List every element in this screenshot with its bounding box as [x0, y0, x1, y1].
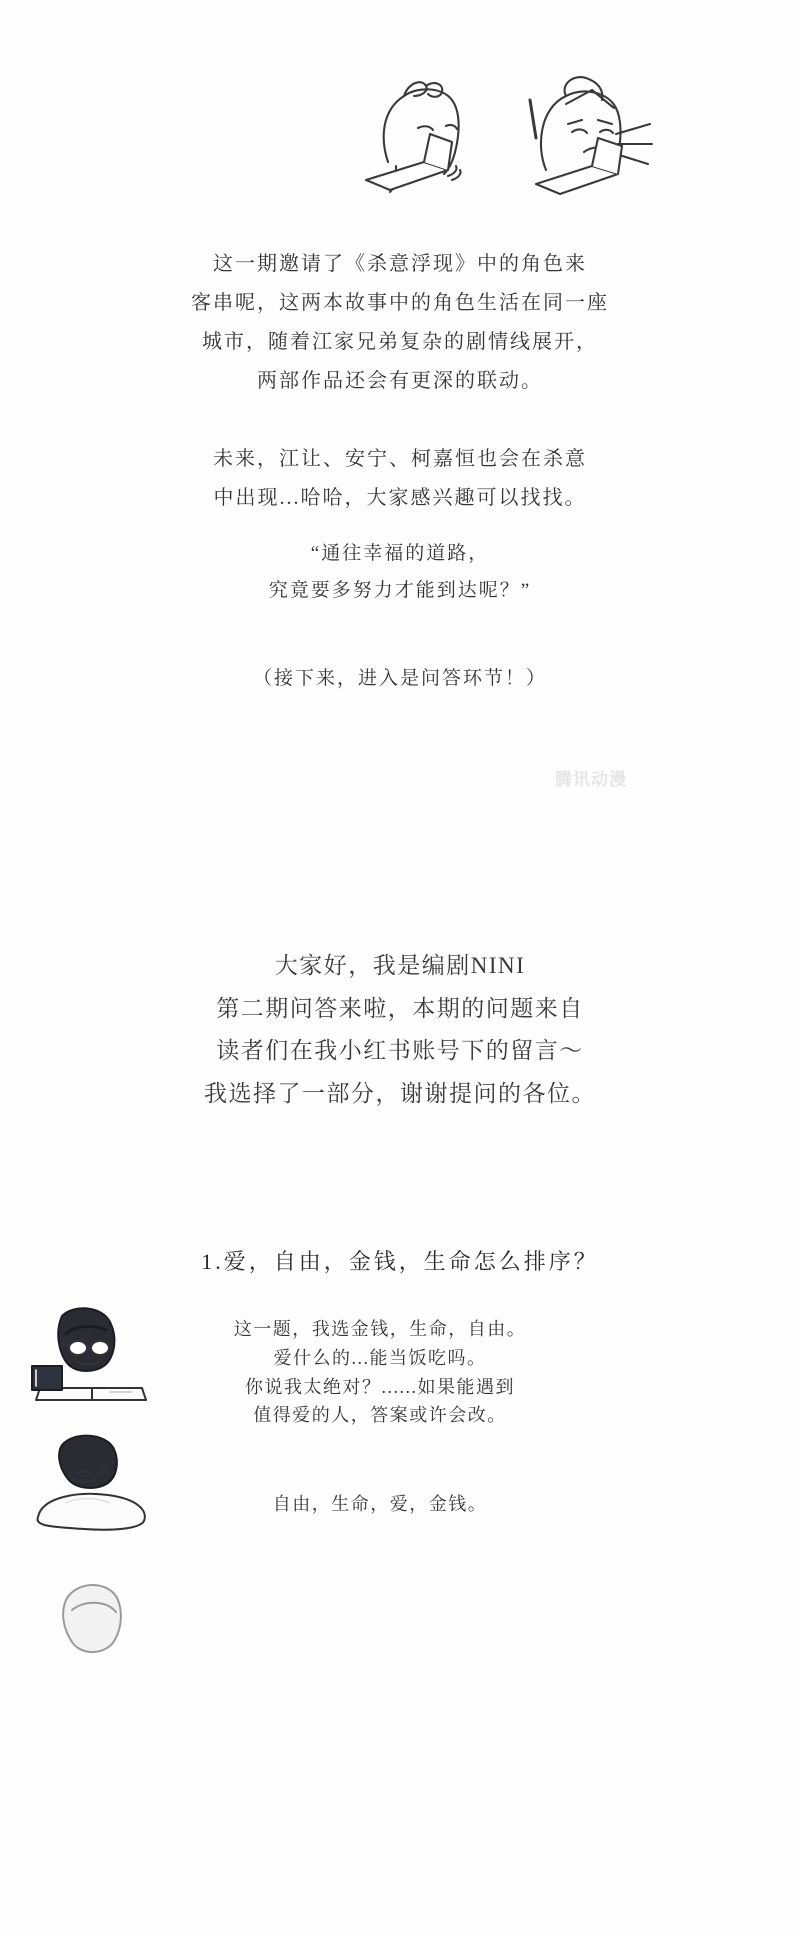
intro-line-2: 客串呢，这两本故事中的角色生活在同一座	[191, 292, 609, 314]
third-character-partial-icon	[22, 1560, 162, 1670]
watermark: 腾讯动漫	[555, 770, 627, 789]
boy-sleeping-pillow-icon	[22, 1425, 162, 1535]
intro-paragraph	[60, 245, 740, 401]
greeting-line-2: 第二期问答来啦，本期的问题来自	[216, 995, 584, 1021]
quote-line-2: 究竟要多努力才能到达呢？”	[268, 580, 532, 602]
greeting-paragraph	[55, 945, 745, 1115]
question-1-answer-2	[165, 1490, 595, 1519]
future-line-1: 未来，江让、安宁、柯嘉恒也会在杀意	[213, 448, 587, 470]
future-line-2: 中出现...哈哈，大家感兴趣可以找找。	[213, 487, 587, 509]
answer-1-line-1: 这一题，我选金钱，生命，自由。	[233, 1319, 527, 1339]
answer-1-line-4: 值得爱的人，答案或许会改。	[253, 1405, 507, 1426]
answer-2-line-1: 自由，生命，爱，金钱。	[272, 1494, 488, 1514]
answer-1-line-3: 你说我太绝对？......如果能遇到	[245, 1376, 515, 1397]
two-characters-with-laptops-illustration	[360, 70, 700, 200]
quote-paragraph	[60, 535, 740, 609]
next-note-text: （接下来，进入是问答环节！）	[252, 668, 547, 689]
greeting-line-4: 我选择了一部分，谢谢提问的各位。	[204, 1080, 596, 1106]
intro-line-4: 两部作品还会有更深的联动。	[257, 370, 543, 392]
quote-line-1: “通往幸福的道路，	[310, 543, 490, 564]
next-section-note	[60, 660, 740, 697]
answer-1-line-2: 爱什么的...能当饭吃吗。	[273, 1347, 487, 1368]
greeting-line-3: 读者们在我小红书账号下的留言～	[216, 1038, 584, 1064]
boy-glasses-reading-icon	[22, 1300, 162, 1410]
question-1-answer-1	[165, 1315, 595, 1430]
greeting-line-1: 大家好，我是编剧NINI	[274, 953, 526, 978]
intro-line-3: 城市，随着江家兄弟复杂的剧情线展开，	[202, 331, 598, 353]
future-paragraph	[60, 440, 740, 518]
question-1-text: 1.爱，自由，金钱，生命怎么排序？	[201, 1249, 599, 1274]
intro-line-1: 这一期邀请了《杀意浮现》中的角色来	[213, 253, 587, 275]
